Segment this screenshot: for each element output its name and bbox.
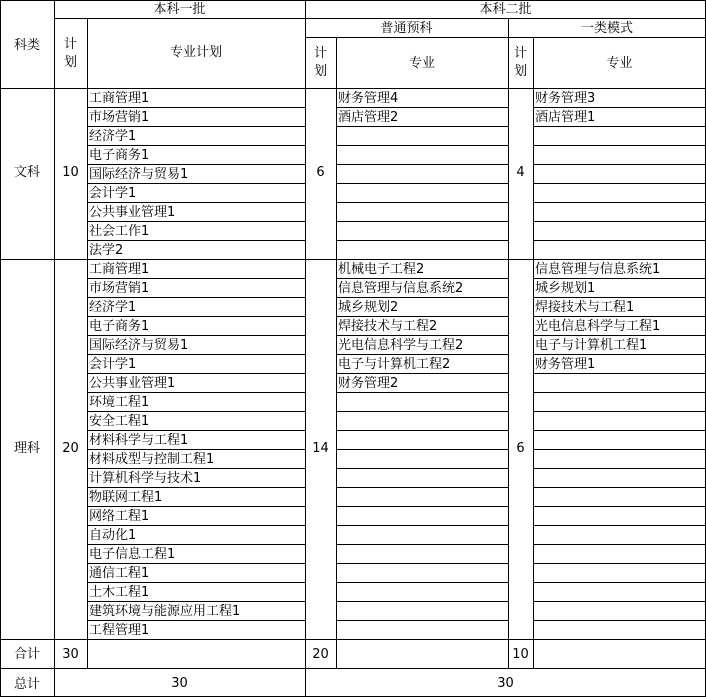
science-b1-major-item: 材料科学与工程1 bbox=[89, 433, 189, 448]
science-class1-count: 6 bbox=[516, 441, 525, 456]
science-b1-major-item: 环境工程1 bbox=[89, 395, 150, 410]
arts-b1-major-item: 经济学1 bbox=[89, 129, 137, 144]
major-row-line bbox=[533, 411, 706, 412]
science-b1-major-item: 土木工程1 bbox=[89, 585, 150, 600]
science-b1-major-item: 市场营销1 bbox=[89, 281, 150, 296]
science-class1-major-item: 焊接技术与工程1 bbox=[535, 300, 635, 315]
total-label: 总计 bbox=[13, 677, 40, 692]
arts-b1-major-item: 市场营销1 bbox=[89, 110, 150, 125]
major-row-line bbox=[533, 221, 706, 222]
header-major-plan: 专业计划 bbox=[169, 45, 222, 60]
science-b1-major-item: 计算机科学与技术1 bbox=[89, 471, 202, 486]
major-row-line bbox=[336, 506, 509, 507]
science-b1-major-item: 建筑环境与能源应用工程1 bbox=[89, 604, 241, 619]
subtotal-b1: 30 bbox=[62, 647, 79, 662]
header-class1-mode: 一类模式 bbox=[580, 21, 633, 36]
header-prep-major: 专业 bbox=[408, 56, 435, 71]
science-prep-major-item: 机械电子工程2 bbox=[338, 262, 425, 277]
header-batch2: 本科二批 bbox=[479, 2, 532, 17]
header-b1-plan-char1: 计 bbox=[63, 37, 77, 52]
science-prep-major-item: 财务管理2 bbox=[338, 376, 399, 391]
major-row-line bbox=[533, 601, 706, 602]
science-b1-major-item: 网络工程1 bbox=[89, 509, 150, 524]
major-row-line bbox=[533, 240, 706, 241]
arts-prep-count: 6 bbox=[316, 165, 325, 180]
arts-class1-count: 4 bbox=[516, 165, 525, 180]
major-row-line bbox=[533, 145, 706, 146]
major-row-line bbox=[336, 183, 509, 184]
header-b1-plan-char2: 划 bbox=[63, 55, 77, 70]
science-b1-major-item: 会计学1 bbox=[89, 357, 137, 372]
arts-prep-major-item: 酒店管理2 bbox=[338, 110, 399, 125]
section-line-subtotal-total bbox=[0, 668, 706, 669]
science-b1-major-item: 工程管理1 bbox=[89, 623, 150, 638]
major-row-line bbox=[533, 392, 706, 393]
major-row-line bbox=[336, 620, 509, 621]
science-b1-major-item: 安全工程1 bbox=[89, 414, 150, 429]
science-b1-major-item: 材料成型与控制工程1 bbox=[89, 452, 215, 467]
major-row-line bbox=[336, 145, 509, 146]
header-class1-plan-char2: 划 bbox=[513, 64, 527, 79]
science-prep-major-item: 光电信息科学与工程2 bbox=[338, 338, 464, 353]
science-b1-major-item: 公共事业管理1 bbox=[89, 376, 176, 391]
science-category: 理科 bbox=[13, 441, 40, 456]
column-line-prep-class1 bbox=[508, 18, 509, 669]
science-b1-major-item: 自动化1 bbox=[89, 528, 137, 543]
arts-b1-major-item: 公共事业管理1 bbox=[89, 205, 176, 220]
major-row-line bbox=[336, 164, 509, 165]
science-class1-major-item: 光电信息科学与工程1 bbox=[535, 319, 661, 334]
arts-b1-major-item: 会计学1 bbox=[89, 186, 137, 201]
header-prep-plan-char1: 计 bbox=[313, 46, 327, 61]
major-row-line bbox=[533, 183, 706, 184]
major-row-line bbox=[533, 506, 706, 507]
header-batch1: 本科一批 bbox=[153, 2, 206, 17]
science-b1-major-item: 电子信息工程1 bbox=[89, 547, 176, 562]
major-row-line bbox=[336, 582, 509, 583]
header-class1-major: 专业 bbox=[606, 56, 633, 71]
arts-class1-major-item: 财务管理3 bbox=[535, 91, 596, 106]
total-b1: 30 bbox=[171, 676, 188, 691]
major-row-line bbox=[336, 449, 509, 450]
science-prep-major-item: 城乡规划2 bbox=[338, 300, 399, 315]
science-prep-major-item: 电子与计算机工程2 bbox=[338, 357, 451, 372]
science-class1-major-item: 信息管理与信息系统1 bbox=[535, 262, 661, 277]
column-line-category bbox=[54, 0, 55, 697]
major-row-line bbox=[336, 468, 509, 469]
major-row-line bbox=[533, 430, 706, 431]
header-category: 科类 bbox=[13, 38, 40, 53]
major-row-line bbox=[533, 202, 706, 203]
major-row-line bbox=[336, 487, 509, 488]
column-line-batch-divider bbox=[305, 0, 306, 697]
total-b2: 30 bbox=[497, 676, 514, 691]
major-row-line bbox=[336, 563, 509, 564]
major-row-line bbox=[533, 164, 706, 165]
science-prep-count: 14 bbox=[312, 441, 329, 456]
major-row-line bbox=[336, 430, 509, 431]
major-row-line bbox=[336, 411, 509, 412]
major-row-line bbox=[533, 582, 706, 583]
major-row-line bbox=[336, 525, 509, 526]
subtotal-prep: 20 bbox=[312, 647, 329, 662]
major-row-line bbox=[533, 620, 706, 621]
header-regular-prep: 普通预科 bbox=[380, 21, 433, 36]
arts-b1-count: 10 bbox=[62, 165, 79, 180]
major-row-line bbox=[533, 563, 706, 564]
major-row-line bbox=[533, 544, 706, 545]
major-row-line bbox=[533, 525, 706, 526]
major-row-line bbox=[533, 468, 706, 469]
science-b1-major-item: 通信工程1 bbox=[89, 566, 150, 581]
science-b1-count: 20 bbox=[62, 441, 79, 456]
major-row-line bbox=[336, 202, 509, 203]
major-row-line bbox=[533, 487, 706, 488]
subtotal-label: 合计 bbox=[13, 647, 40, 662]
science-class1-major-item: 城乡规划1 bbox=[535, 281, 596, 296]
science-b1-major-item: 工商管理1 bbox=[89, 262, 150, 277]
arts-prep-major-item: 财务管理4 bbox=[338, 91, 399, 106]
arts-b1-major-item: 电子商务1 bbox=[89, 148, 150, 163]
header-prep-plan-char2: 划 bbox=[313, 64, 327, 79]
arts-b1-major-item: 国际经济与贸易1 bbox=[89, 167, 189, 182]
table-border-left bbox=[0, 0, 1, 697]
arts-b1-major-item: 法学2 bbox=[89, 243, 124, 258]
major-row-line bbox=[336, 221, 509, 222]
subtotal-class1: 10 bbox=[512, 647, 529, 662]
major-row-line bbox=[336, 601, 509, 602]
arts-category: 文科 bbox=[13, 165, 40, 180]
major-row-line bbox=[533, 449, 706, 450]
header-class1-plan-char1: 计 bbox=[513, 46, 527, 61]
science-prep-major-item: 信息管理与信息系统2 bbox=[338, 281, 464, 296]
major-row-line bbox=[336, 544, 509, 545]
arts-class1-major-item: 酒店管理1 bbox=[535, 110, 596, 125]
science-b1-major-item: 电子商务1 bbox=[89, 319, 150, 334]
science-prep-major-item: 焊接技术与工程2 bbox=[338, 319, 438, 334]
arts-b1-major-item: 社会工作1 bbox=[89, 224, 150, 239]
science-b1-major-item: 经济学1 bbox=[89, 300, 137, 315]
science-b1-major-item: 物联网工程1 bbox=[89, 490, 163, 505]
arts-b1-major-item: 工商管理1 bbox=[89, 91, 150, 106]
science-b1-major-item: 国际经济与贸易1 bbox=[89, 338, 189, 353]
science-class1-major-item: 财务管理1 bbox=[535, 357, 596, 372]
major-row-line bbox=[336, 240, 509, 241]
science-class1-major-item: 电子与计算机工程1 bbox=[535, 338, 648, 353]
